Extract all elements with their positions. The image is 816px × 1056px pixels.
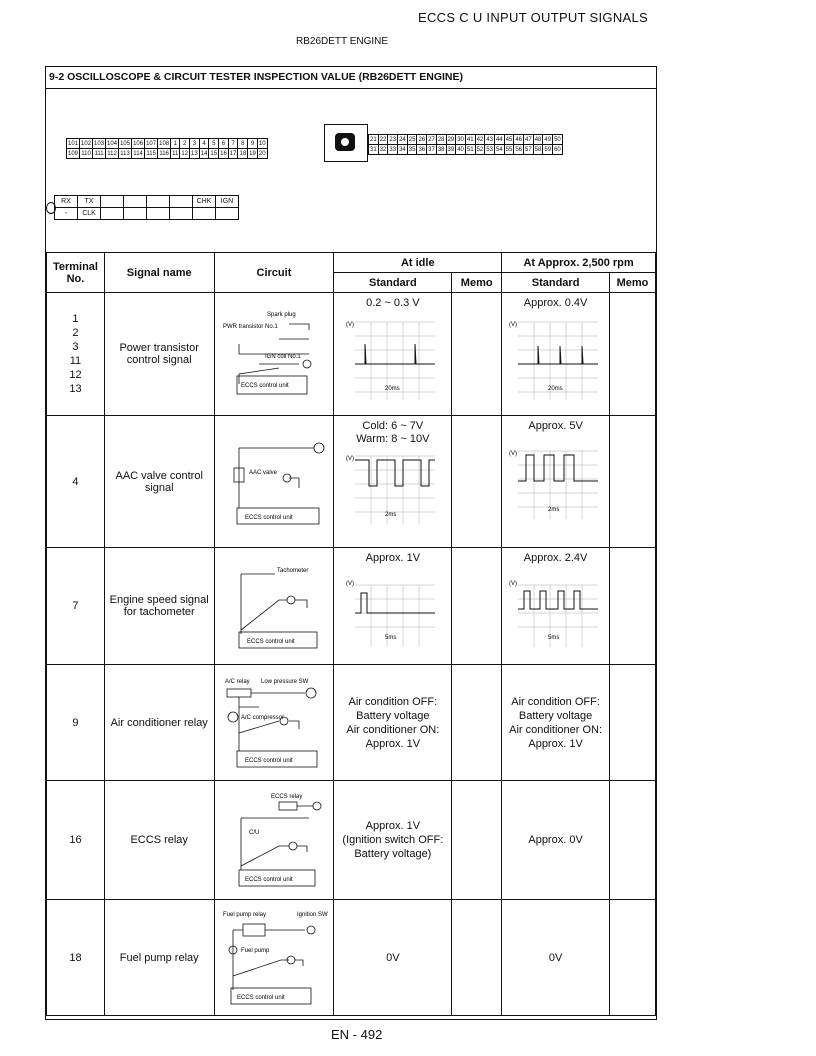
- table-row: [47, 293, 656, 416]
- idle-memo: [452, 416, 502, 548]
- connector-pin: 40: [457, 146, 464, 153]
- svg-text:5ms: 5ms: [384, 635, 397, 641]
- connector-pin: 52: [476, 146, 484, 153]
- connector-pin: 11: [172, 150, 179, 157]
- connector-pin: 8: [238, 139, 248, 149]
- connector-pin: 46: [515, 136, 522, 143]
- waveform-icon: [508, 437, 604, 525]
- aac-valve-circuit-icon: [219, 432, 329, 532]
- svg-text:2ms: 2ms: [547, 507, 559, 513]
- section-title: 9-2 OSCILLOSCOPE & CIRCUIT TESTER INSPECTION VALUE (RB26DETT ENGINE): [46, 67, 656, 89]
- connector-pin: 20: [258, 150, 266, 157]
- circuit-diagram: [214, 548, 334, 665]
- connector-pin: 21: [370, 136, 377, 143]
- svg-text:(V): (V): [345, 456, 354, 462]
- idle-standard: 0.2 ~ 0.3 V (V) 20ms: [334, 293, 452, 416]
- connector-pin: 108: [159, 140, 170, 147]
- connector-pin: 41: [466, 136, 474, 143]
- svg-text:A/C relay: A/C relay: [224, 678, 250, 685]
- svg-text:AAC valve: AAC valve: [248, 469, 277, 476]
- waveform-icon: [508, 569, 604, 653]
- idle-memo: [452, 900, 502, 1016]
- connector-pin: -: [55, 208, 78, 220]
- connector-pin: 55: [505, 146, 513, 153]
- connector-pin: 60: [554, 146, 561, 153]
- table-row: [47, 665, 656, 781]
- header-signal: Signal name: [104, 253, 214, 293]
- connector-pin: 6: [219, 139, 229, 149]
- circuit-diagram: [214, 781, 334, 900]
- connector-pin: 18: [239, 150, 247, 157]
- terminal-cell: 18: [47, 900, 105, 1016]
- connector-pin: [101, 208, 124, 220]
- svg-text:PWR transistor No.1: PWR transistor No.1: [222, 324, 278, 330]
- connector-pin: 22: [379, 136, 387, 143]
- connector-pin: 112: [107, 150, 117, 157]
- fuel-pump-relay-circuit-icon: [219, 906, 329, 1010]
- terminal-cell: 9: [47, 665, 105, 781]
- connector-pin: 31: [370, 146, 377, 153]
- connector-pin: 43: [486, 136, 493, 143]
- connector-pin: 7: [228, 139, 238, 149]
- connector-pin: 16: [220, 150, 227, 157]
- connector-pin: 15: [210, 150, 218, 157]
- header-standard-rpm: Standard: [502, 273, 610, 293]
- connector-pin: 13: [191, 150, 198, 157]
- svg-text:(V): (V): [508, 581, 517, 587]
- circuit-diagram: [214, 665, 334, 781]
- connector-key-icon: [335, 133, 355, 151]
- signal-name: ECCS relay: [104, 781, 214, 900]
- svg-text:(V): (V): [345, 322, 354, 328]
- svg-text:IGN coil No.1: IGN coil No.1: [264, 354, 301, 360]
- connector-pin: [216, 208, 239, 220]
- connector-pin: 35: [408, 146, 416, 153]
- svg-text:(V): (V): [508, 451, 517, 457]
- table-row: [47, 900, 656, 1016]
- header-memo-rpm: Memo: [610, 273, 656, 293]
- svg-text:Low pressure SW: Low pressure SW: [260, 678, 309, 685]
- ecu-connector-right: [368, 134, 563, 155]
- circuit-diagram: [214, 416, 334, 548]
- signal-name: Fuel pump relay: [104, 900, 214, 1016]
- connector-pin: 12: [181, 150, 189, 157]
- connector-pin: 47: [525, 136, 532, 143]
- rpm-memo: [610, 665, 656, 781]
- waveform-icon: [345, 569, 441, 653]
- terminal-cell: 16: [47, 781, 105, 900]
- connector-pin: 104: [107, 140, 118, 147]
- connector-pin: [170, 208, 193, 220]
- idle-memo: [452, 293, 502, 416]
- connector-pin: 101: [68, 140, 79, 147]
- rpm-standard: Approx. 0V: [502, 781, 610, 900]
- header-circuit: Circuit: [214, 253, 334, 293]
- idle-standard: Approx. 1V (V) 5ms: [334, 548, 452, 665]
- page-header-title: ECCS C U INPUT OUTPUT SIGNALS: [418, 10, 648, 25]
- connector-pin: 27: [428, 136, 435, 143]
- ecu-connector-left: [66, 138, 268, 159]
- connector-pin: RX: [55, 196, 78, 208]
- svg-text:ECCS control unit: ECCS control unit: [246, 639, 295, 645]
- connector-pin: 34: [399, 146, 406, 153]
- diagnostic-connector: [54, 195, 239, 220]
- signal-name: Air conditioner relay: [104, 665, 214, 781]
- power-transistor-circuit-icon: [219, 304, 329, 404]
- svg-text:A/C compressor: A/C compressor: [240, 714, 284, 721]
- connector-pin: 37: [428, 146, 435, 153]
- table-row: [47, 416, 656, 548]
- connector-pin: 30: [457, 136, 464, 143]
- idle-standard: Cold: 6 ~ 7V Warm: 8 ~ 10V (V) 2ms: [334, 416, 452, 548]
- idle-memo: [452, 548, 502, 665]
- connector-pin: 105: [120, 140, 131, 147]
- waveform-icon: [508, 314, 604, 406]
- connector-pin: 115: [146, 150, 156, 157]
- terminal-cell: 1 2 3 11 12 13: [47, 293, 105, 416]
- connector-pin: 25: [408, 136, 416, 143]
- svg-text:Ignition SW: Ignition SW: [296, 911, 328, 918]
- connector-pin: 44: [495, 136, 503, 143]
- connector-pin: 57: [525, 146, 532, 153]
- connector-pin: 2: [180, 139, 190, 149]
- tachometer-circuit-icon: [219, 558, 329, 654]
- rpm-memo: [610, 548, 656, 665]
- waveform-icon: [345, 314, 441, 406]
- connector-pin: 28: [437, 136, 445, 143]
- connector-pin: 39: [447, 146, 455, 153]
- header-standard-idle: Standard: [334, 273, 452, 293]
- rpm-standard: 0V: [502, 900, 610, 1016]
- eccs-relay-circuit-icon: [219, 788, 329, 892]
- idle-standard: Approx. 1V (Ignition switch OFF: Battery voltage): [334, 781, 452, 900]
- connector-pin: 111: [94, 150, 104, 157]
- connector-pin: TX: [78, 196, 101, 208]
- connector-pin: 106: [133, 140, 144, 147]
- idle-standard: 0V: [334, 900, 452, 1016]
- connector-pin: IGN: [216, 196, 239, 208]
- svg-text:20ms: 20ms: [547, 386, 563, 392]
- inspection-frame: [45, 66, 657, 1020]
- rpm-memo: [610, 900, 656, 1016]
- svg-text:Spark plug: Spark plug: [266, 312, 296, 318]
- svg-text:ECCS control unit: ECCS control unit: [236, 994, 285, 1001]
- page-number: EN - 492: [331, 1027, 383, 1042]
- inspection-table: [46, 252, 656, 1016]
- connector-pin: 109: [68, 150, 79, 157]
- terminal-cell: 7: [47, 548, 105, 665]
- rpm-standard: Approx. 5V (V) 2ms: [502, 416, 610, 548]
- connector-pin: 59: [544, 146, 552, 153]
- connector-pin: 51: [466, 146, 474, 153]
- connector-pin: 33: [389, 146, 397, 153]
- connector-pin: 1: [171, 139, 180, 149]
- connector-pin: 48: [534, 136, 542, 143]
- rpm-memo: [610, 293, 656, 416]
- connector-pin: [170, 196, 193, 208]
- svg-text:20ms: 20ms: [384, 386, 400, 392]
- connector-pin: 110: [81, 150, 91, 157]
- connector-pin: 36: [418, 146, 426, 153]
- connector-pin: CLK: [78, 208, 101, 220]
- connector-pin: 29: [447, 136, 455, 143]
- signal-name: Engine speed signal for tachometer: [104, 548, 214, 665]
- connector-pin: 17: [229, 150, 237, 157]
- signal-name: Power transistor control signal: [104, 293, 214, 416]
- connector-pin: 4: [199, 139, 209, 149]
- svg-text:2ms: 2ms: [384, 512, 397, 518]
- circuit-diagram: [214, 900, 334, 1016]
- svg-text:ECCS relay: ECCS relay: [270, 794, 303, 800]
- connector-pin: 26: [418, 136, 426, 143]
- connector-pin: 9: [248, 139, 258, 149]
- connector-pin: 19: [249, 150, 256, 157]
- svg-text:(V): (V): [508, 322, 517, 328]
- idle-standard: Air condition OFF: Battery voltage Air conditioner ON: Approx. 1V: [334, 665, 452, 781]
- connector-pin: [147, 196, 170, 208]
- rpm-memo: [610, 416, 656, 548]
- terminal-cell: 4: [47, 416, 105, 548]
- connector-pin: 3: [190, 139, 200, 149]
- connector-pin: 5: [209, 139, 219, 149]
- svg-text:(V): (V): [345, 581, 354, 587]
- connector-pin: [124, 196, 147, 208]
- connector-pin: 103: [94, 140, 105, 147]
- table-row: [47, 548, 656, 665]
- svg-text:5ms: 5ms: [547, 635, 559, 641]
- waveform-icon: [345, 450, 441, 530]
- header-terminal: Terminal No.: [47, 253, 105, 293]
- connector-pin: 23: [389, 136, 397, 143]
- svg-text:Fuel pump relay: Fuel pump relay: [222, 911, 266, 918]
- signal-name: AAC valve control signal: [104, 416, 214, 548]
- header-rpm: At Approx. 2,500 rpm: [502, 253, 656, 273]
- svg-text:ECCS control unit: ECCS control unit: [240, 383, 289, 389]
- connector-pin: 56: [515, 146, 522, 153]
- rpm-standard: Air condition OFF: Battery voltage Air conditioner ON: Approx. 1V: [502, 665, 610, 781]
- header-memo-idle: Memo: [452, 273, 502, 293]
- rpm-memo: [610, 781, 656, 900]
- connector-pin: 38: [437, 146, 445, 153]
- connector-pin: 114: [133, 150, 143, 157]
- connector-pin: 10: [258, 140, 266, 147]
- connector-pin: [101, 196, 124, 208]
- table-row: [47, 781, 656, 900]
- svg-text:ECCS control unit: ECCS control unit: [244, 514, 293, 521]
- connector-pin: 53: [486, 146, 493, 153]
- svg-text:Fuel pump: Fuel pump: [240, 947, 270, 954]
- header-idle: At idle: [334, 253, 502, 273]
- svg-text:ECCS control unit: ECCS control unit: [244, 757, 293, 764]
- connector-pin: 14: [200, 150, 208, 157]
- idle-memo: [452, 781, 502, 900]
- rpm-standard: Approx. 2.4V (V) 5ms: [502, 548, 610, 665]
- connector-pin: 42: [476, 136, 484, 143]
- idle-memo: [452, 665, 502, 781]
- connector-pin: CHK: [193, 196, 216, 208]
- svg-text:ECCS control unit: ECCS control unit: [244, 877, 293, 883]
- svg-text:C/U: C/U: [248, 830, 260, 836]
- connector-pin: 24: [399, 136, 406, 143]
- connector-key: [324, 124, 368, 162]
- connector-pin: 107: [146, 140, 157, 147]
- connector-pin: 113: [120, 150, 130, 157]
- connector-pin: 49: [544, 136, 552, 143]
- rpm-standard: Approx. 0.4V (V) 20ms: [502, 293, 610, 416]
- connector-pin: [147, 208, 170, 220]
- connector-pin: 45: [505, 136, 513, 143]
- connector-pin: 54: [495, 146, 503, 153]
- connector-pin: 58: [534, 146, 542, 153]
- connector-pin: 116: [159, 150, 169, 157]
- connector-pin: 50: [554, 136, 561, 143]
- circuit-diagram: [214, 293, 334, 416]
- connector-pin: [124, 208, 147, 220]
- ac-relay-circuit-icon: [219, 673, 329, 773]
- svg-text:Tachometer: Tachometer: [276, 568, 309, 574]
- page-header-subtitle: RB26DETT ENGINE: [296, 36, 389, 47]
- connector-pin: [193, 208, 216, 220]
- connector-pin: 32: [379, 146, 387, 153]
- connector-pin: 102: [81, 140, 92, 147]
